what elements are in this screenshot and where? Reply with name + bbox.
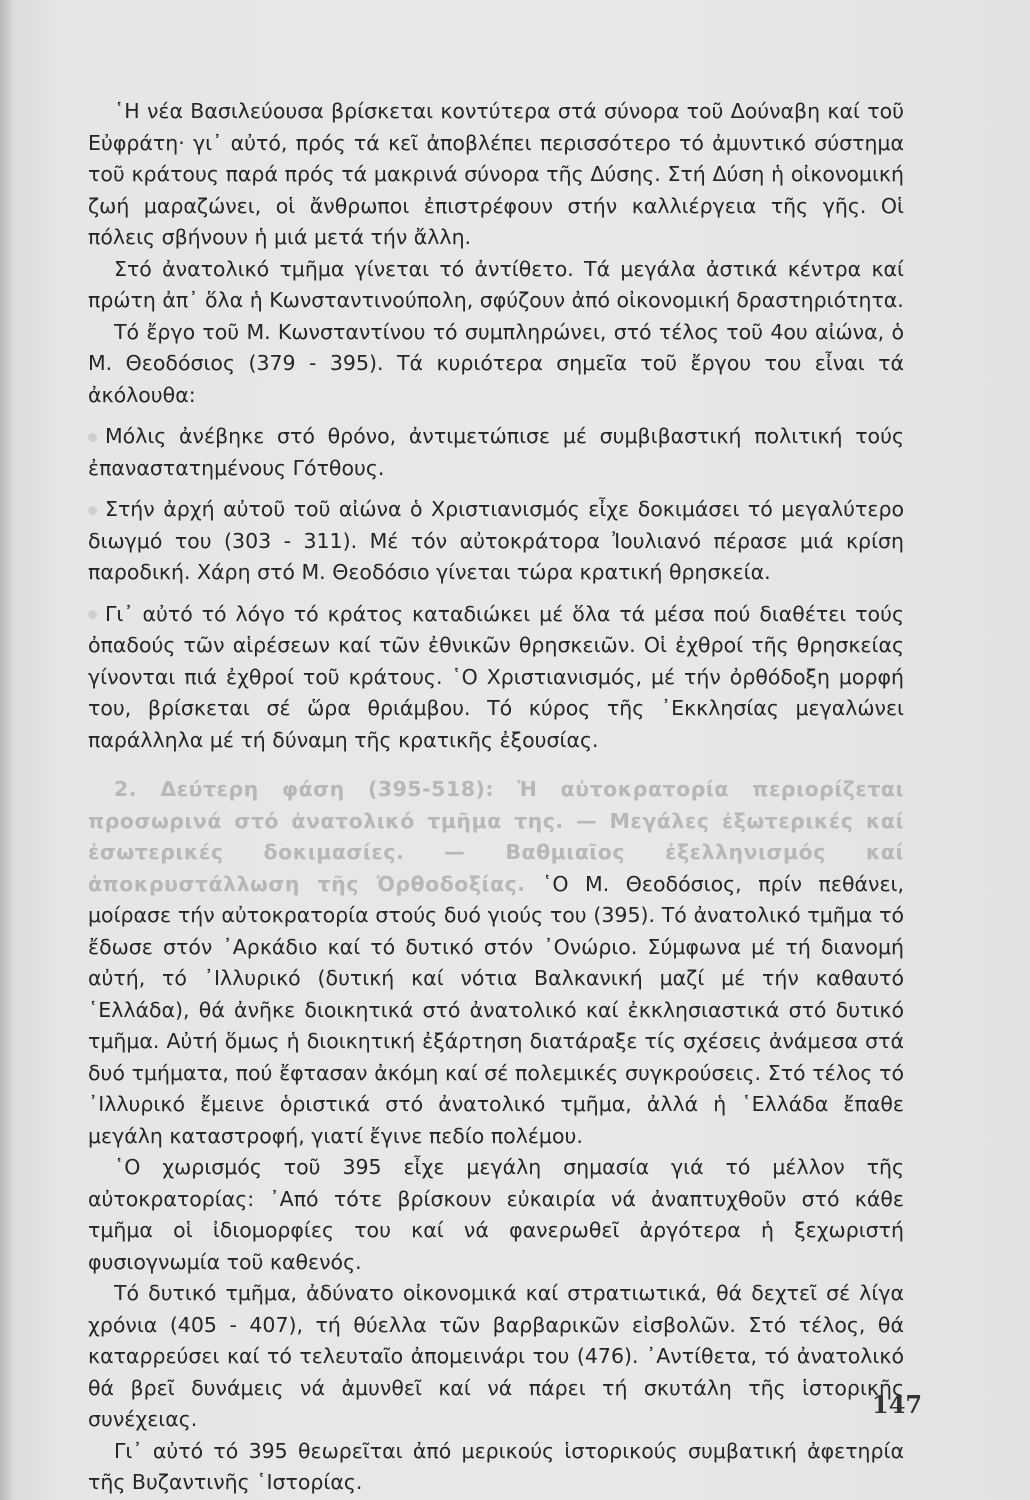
paragraph-6: Τό δυτικό τμῆμα, ἀδύνατο οἰκονομικά καί στρατιωτικά, θά δεχτεῖ σέ λίγα χρόνια (405 - 407), τή θύελλα τῶν βαρβαρικῶν εἰσβολῶν. Στό τέλος, θά καταρρεύσει καί τό τελευταῖο ἀπομεινάρι του (476). ᾿Αντίθετα, τό ἀνατολικό θά βρεῖ δυνάμεις νά ἀμυνθεῖ καί νά πάρει τή σκυτάλη τῆς ἱστορικῆς συνέχειας. (88, 1281, 904, 1431)
section-paragraph (88, 774, 904, 1152)
bullet-item-1 (88, 421, 904, 484)
paragraph-2: Στό ἀνατολικό τμῆμα γίνεται τό ἀντίθετο. Τά μεγάλα ἀστικά κέντρα καί πρώτη ἀπ᾽ ὅλα ἡ Κωνσταντινούπολη, σφύζουν ἀπό οἰκονομική δραστηριότητα. (88, 256, 904, 312)
bullet-text-3: Γι᾽ αὐτό τό λόγο τό κράτος καταδιώκει μέ ὅλα τά μέσα πού διαθέτει τούς ὀπαδούς τῶν αἱρέσεων καί τῶν ἐθνικῶν θρησκειῶν. Οἱ ἐχθροί τῆς θρησκείας γίνονται πιά ἐχθροί τοῦ κράτους. ῾Ο Χριστιανισμός, μέ τήν ὀρθόδοξη μορφή του, βρίσκεται σέ ὥρα θριάμβου. Τό κύρος τῆς ᾿Εκκλησίας μεγαλώνει παράλληλα μέ τή δύναμη τῆς κρατικῆς ἐξουσίας. (88, 601, 904, 752)
paragraph-3: Τό ἔργο τοῦ Μ. Κωνσταντίνου τό συμπληρώνει, στό τέλος τοῦ 4ου αἰώνα, ὁ Μ. Θεοδόσιος (379 - 395). Τά κυριότερα σημεῖα τοῦ ἔργου του εἶναι τά ἀκόλουθα: (88, 319, 904, 407)
paragraph-5: ῾Ο χωρισμός τοῦ 395 εἶχε μεγάλη σημασία γιά τό μέλλον τῆς αὐτοκρατορίας: ᾿Από τότε βρίσκουν εὐκαιρία νά ἀναπτυχθοῦν στό κάθε τμῆμα οἱ ἰδιομορφίες του καί νά φανερωθεῖ ἀργότερα ἡ ξεχωριστή φυσιογνωμία τοῦ καθενός. (88, 1155, 904, 1274)
bullet-item-3 (88, 599, 904, 757)
bullet-icon (88, 433, 97, 442)
body-text (88, 96, 904, 1499)
paragraph-7: Γι᾽ αὐτό τό 395 θεωρεῖται ἀπό μερικούς ἱστορικούς συμβατική ἀφετηρία τῆς Βυζαντινῆς ῾Ιστορίας. (88, 1438, 904, 1494)
section-heading: 2. Δεύτερη φάση (395-518): Ἡ αὐτοκρατορία περιορίζεται προσωρινά στό ἀνατολικό τμῆμα της. — Μεγάλες ἐξωτερικές καί ἐσωτερικές δοκιμασίες. — Βαθμιαῖος ἐξελληνισμός καί ἀποκρυστάλλωση τῆς Ὀρθοδοξίας. (88, 777, 904, 896)
bullet-text-2: Στήν ἀρχή αὐτοῦ τοῦ αἰώνα ὁ Χριστιανισμός εἶχε δοκιμάσει τό μεγαλύτερο διωγμό του (303 - 311). Μέ τόν αὐτοκράτορα Ἰουλιανό πέρασε μιά κρίση παροδική. Χάρη στό Μ. Θεοδόσιο γίνεται τώρα κρατική θρησκεία. (88, 497, 904, 584)
paragraph-1: ῾Η νέα Βασιλεύουσα βρίσκεται κοντύτερα στά σύνορα τοῦ Δούναβη καί τοῦ Εὐφράτη· γι᾽ αὐτό, πρός τά κεῖ ἀποβλέπει περισσότερο τό ἀμυντικό σύστημα τοῦ κράτους παρά πρός τά μακρινά σύνορα τῆς Δύσης. Στή Δύση ἡ οἰκονομική ζωή μαραζώνει, οἱ ἄνθρωποι ἐπιστρέφουν στήν καλλιέργεια τῆς γῆς. Οἱ πόλεις σβήνουν ἡ μιά μετά τήν ἄλλη. (88, 99, 904, 249)
bullet-icon (88, 506, 97, 515)
bullet-text-1: Μόλις ἀνέβηκε στό θρόνο, ἀντιμετώπισε μέ συμβιβαστική πολιτική τούς ἐπαναστατημένους Γότθους. (88, 424, 904, 480)
bullet-item-2 (88, 494, 904, 589)
book-spine-shadow (0, 0, 14, 1500)
bullet-icon (88, 610, 97, 619)
paragraph-4: ῾Ο Μ. Θεοδόσιος, πρίν πεθάνει, μοίρασε τήν αὐτοκρατορία στούς δυό γιούς του (395). Τό ἀνατολικό τμῆμα τό ἔδωσε στόν ᾿Αρκάδιο καί τό δυτικό στόν ᾿Ονώριο. Σύμφωνα μέ τή διανομή αὐτή, τό ᾿Ιλλυρικό (δυτική καί νότια Βαλκανική μαζί μέ τήν καθαυτό ῾Ελλάδα), θά ἀνῆκε διοικητικά στό ἀνατολικό καί ἐκκλησιαστικά στό δυτικό τμῆμα. Αὐτή ὅμως ἡ διοικητική ἐξάρτηση διατάραξε τίς σχέσεις ἀνάμεσα στά δυό τμήματα, πού ἔφτασαν ἀκόμη καί σέ πολεμικές συγκρούσεις. Στό τέλος τό ᾿Ιλλυρικό ἔμεινε ὁριστικά στό ἀνατολικό τμῆμα, ἀλλά ἡ ῾Ελλάδα ἔπαθε μεγάλη καταστροφή, γιατί ἔγινε πεδίο πολέμου. (88, 871, 904, 1148)
page-number: 147 (872, 1390, 923, 1419)
